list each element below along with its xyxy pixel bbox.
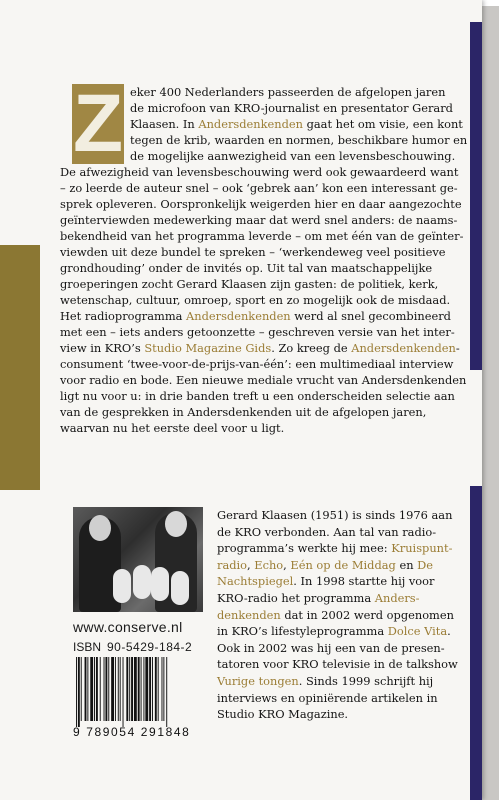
- blurb-line: [60, 308, 460, 324]
- text-run: sprek opleveren. Oorspronkelijk weigerden hier en daar aangezochte: [60, 197, 462, 211]
- bio-line: [217, 690, 462, 707]
- barcode-bar: [78, 657, 80, 727]
- drop-cap-letter: Z: [72, 78, 124, 169]
- blurb-line: [60, 388, 460, 404]
- highlighted-title: Nachtspiegel: [217, 574, 294, 589]
- highlighted-title: Vurige tongen: [217, 673, 299, 688]
- barcode-bar: [120, 657, 121, 721]
- text-run: tegen de krib, waarden en normen, beschikbare humor en: [130, 133, 468, 147]
- text-run: view in KRO’s: [60, 341, 145, 355]
- blurb-line: [60, 244, 460, 260]
- photo-baby-doll: [171, 571, 189, 605]
- text-run: . Sinds 1999 schrijft hij: [298, 673, 434, 688]
- text-run: tatoren voor KRO televisie in de talkshow: [217, 657, 458, 672]
- barcode: [73, 657, 203, 727]
- publisher-website: www.conserve.nl: [73, 619, 183, 635]
- barcode-bar: [158, 657, 159, 721]
- blurb-line: [60, 276, 460, 292]
- barcode-bar: [100, 657, 101, 721]
- blurb-line: [60, 180, 460, 196]
- bio-line: [217, 507, 462, 524]
- highlighted-title: Studio Magazine Gids: [144, 341, 272, 355]
- bio-line: [217, 573, 462, 590]
- barcode-bar: [118, 657, 119, 721]
- barcode-bar: [76, 657, 77, 727]
- highlighted-title: Dolce Vita: [387, 624, 448, 639]
- text-run: interviews en opiniërende artikelen in: [217, 690, 438, 705]
- highlighted-title: Andersdenkenden: [198, 117, 303, 131]
- highlighted-title: Eén op de Middag: [290, 557, 396, 572]
- text-run: -: [455, 341, 460, 355]
- bio-line: [217, 557, 462, 574]
- text-run: de microfoon van KRO-journalist en presentator Gerard: [130, 101, 453, 115]
- barcode-bar: [163, 657, 164, 721]
- blurb-line: [60, 372, 467, 388]
- text-run: werd al snel gecombineerd: [290, 309, 451, 323]
- barcode-bar: [145, 657, 148, 721]
- bio-line: [217, 540, 462, 557]
- blurb-line: [60, 324, 460, 340]
- barcode-bar: [162, 657, 163, 721]
- isbn-label: ISBN: [73, 640, 102, 654]
- barcode-bar: [81, 657, 82, 721]
- highlighted-title: denkenden: [217, 607, 281, 622]
- text-run: . Zo kreeg de: [271, 341, 352, 355]
- text-run: Klaasen. In: [130, 117, 199, 131]
- highlighted-title: radio: [217, 557, 248, 572]
- blurb-line: [60, 292, 460, 308]
- barcode-bar: [155, 657, 157, 721]
- barcode-bar: [105, 657, 107, 721]
- text-run: ,: [247, 557, 255, 572]
- barcode-bar: [126, 657, 128, 721]
- bio-line: [217, 590, 462, 607]
- author-photo: [73, 507, 203, 612]
- photo-baby-doll: [133, 565, 151, 599]
- barcode-digits: 9 789054 291848: [73, 725, 191, 739]
- text-run: viewden uit deze bundel te spreken – ‘werkendeweg veel positieve: [60, 245, 446, 259]
- text-run: .: [447, 624, 451, 639]
- bio-line: [217, 623, 462, 640]
- highlighted-title: Andersdenkenden: [186, 309, 291, 323]
- barcode-bar: [96, 657, 98, 721]
- navy-edge-bar-bottom: [470, 486, 482, 800]
- barcode-bar: [104, 657, 105, 721]
- highlighted-title: Anders-: [374, 590, 420, 605]
- text-run: grondhouding’ onder de invités op. Uit tal van maatschappelijke: [60, 261, 433, 275]
- isbn-number: 90-5429-184-2: [107, 640, 193, 654]
- text-run: Het radioprogramma: [60, 309, 187, 323]
- barcode-bar: [152, 657, 153, 721]
- text-run: Ook in 2002 was hij een van de presen-: [217, 640, 445, 655]
- blurb-line: [60, 404, 460, 420]
- text-run: programma’s werkte hij mee:: [217, 541, 392, 556]
- bio-line: [217, 640, 462, 657]
- barcode-bar: [108, 657, 109, 721]
- text-run: groeperingen zocht Gerard Klaasen zijn gasten: de politiek, kerk,: [60, 277, 439, 291]
- text-run: consument ‘twee-voor-de-prijs-van-één’: een multimediaal interview: [60, 357, 454, 371]
- bio-line: [217, 607, 462, 624]
- bio-line: [217, 673, 462, 690]
- barcode-bar: [115, 657, 116, 721]
- text-run: . In 1998 startte hij voor: [293, 574, 435, 589]
- text-run: waarvan nu het eerste deel voor u ligt.: [60, 421, 285, 435]
- text-run: ,: [283, 557, 291, 572]
- bio-line: [217, 656, 462, 673]
- photo-face-left: [89, 515, 111, 541]
- barcode-bar: [111, 657, 114, 721]
- barcode-bar: [94, 657, 95, 721]
- blurb-line: [60, 228, 464, 244]
- text-run: De afwezigheid van levensbeschouwing werd ook gewaardeerd want: [60, 165, 459, 179]
- blurb-line: [60, 356, 460, 372]
- text-run: de mogelijke aanwezigheid van een levensbeschouwing.: [130, 149, 456, 163]
- bio-line: [217, 706, 462, 723]
- photo-baby-doll: [151, 567, 169, 601]
- text-run: bekendheid van het programma leverde – om met één van de geïnter-: [60, 229, 464, 243]
- text-run: eker 400 Nederlanders passeerden de afgelopen jaren: [130, 85, 446, 99]
- text-run: met een – iets anders getoonzette – geschreven versie van het inter-: [60, 325, 455, 339]
- text-run: Gerard Klaasen (1951) is sinds 1976 aan: [217, 508, 453, 522]
- text-run: gaat het om visie, een kont: [302, 117, 463, 131]
- blurb-line: [60, 196, 460, 212]
- text-run: voor radio en bode. Een nieuwe mediale vrucht van Andersdenkenden: [60, 373, 467, 387]
- barcode-bar: [123, 657, 124, 727]
- barcode-bar: [143, 657, 144, 721]
- highlighted-title: Andersdenkenden: [351, 341, 456, 355]
- blurb-line: [60, 260, 460, 276]
- barcode-bar: [131, 657, 133, 721]
- author-bio: [217, 507, 462, 723]
- text-run: de KRO verbonden. Aan tal van radio-: [217, 524, 437, 539]
- barcode-bar: [149, 657, 151, 721]
- barcode-bar: [87, 657, 88, 721]
- blurb-line: [60, 340, 460, 356]
- text-run: – zo leerde de auteur snel – ook ‘gebrek aan’ kon een interessant ge-: [60, 181, 458, 195]
- text-run: wetenschap, cultuur, omroep, sport en zo mogelijk ook de misdaad.: [60, 293, 451, 307]
- barcode-bar: [134, 657, 137, 721]
- photo-face-right: [165, 511, 187, 537]
- text-run: van de gesprekken in Andersdenkenden uit de afgelopen jaren,: [60, 405, 427, 419]
- photo-baby-doll: [113, 569, 131, 603]
- text-run: in KRO’s lifestyleprogramma: [217, 624, 388, 639]
- blurb-line: [60, 420, 460, 436]
- navy-edge-bar-top: [470, 22, 482, 370]
- barcode-bar: [141, 657, 142, 721]
- highlighted-title: De: [417, 557, 434, 572]
- bio-line: [217, 524, 462, 541]
- text-run: KRO-radio het programma: [217, 590, 375, 605]
- highlighted-title: Echo: [254, 557, 284, 572]
- text-run: en: [395, 557, 418, 572]
- blurb-line: [60, 212, 460, 228]
- barcode-bar: [166, 657, 167, 727]
- barcode-bar: [85, 657, 87, 721]
- text-run: geïnterviewden medewerking maar dat werd snel anders: de naams-: [60, 213, 458, 227]
- gold-side-bar: [0, 245, 40, 490]
- text-run: dat in 2002 werd opgenomen: [280, 607, 454, 622]
- highlighted-title: Kruispunt-: [391, 541, 453, 556]
- text-run: Studio KRO Magazine.: [217, 707, 349, 722]
- barcode-bar: [129, 657, 130, 721]
- barcode-bar: [90, 657, 93, 721]
- barcode-bar: [138, 657, 140, 721]
- text-run: ligt nu voor u: in drie banden treft u een onderscheiden selectie aan: [60, 389, 455, 403]
